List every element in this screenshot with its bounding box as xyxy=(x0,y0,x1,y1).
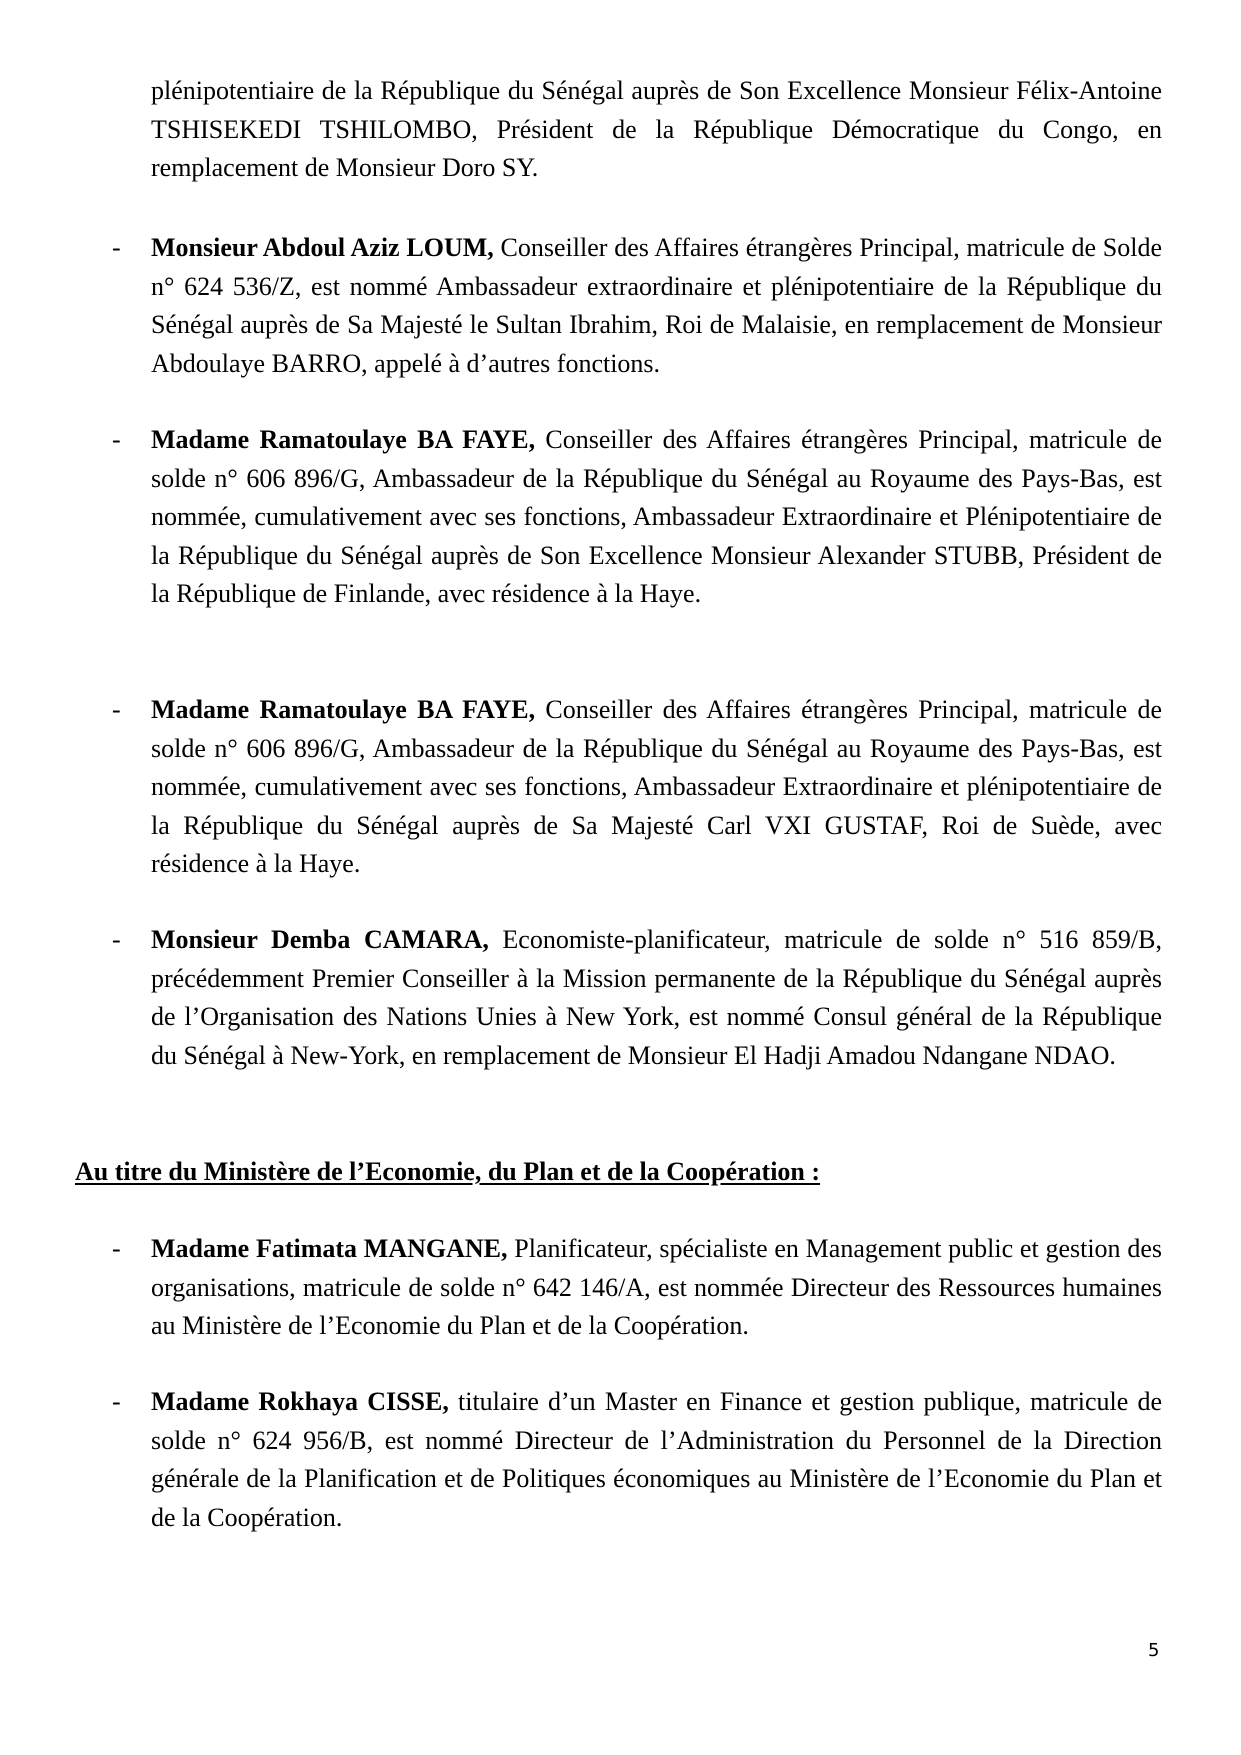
list-dash: - xyxy=(112,233,121,262)
appointment-text xyxy=(151,1230,1162,1346)
appointee-name: Madame Ramatoulaye BA FAYE, xyxy=(151,425,536,454)
appointment-text xyxy=(151,921,1162,1075)
appointment-details: titulaire d’un Master en Finance et gestion publique, matricule de solde n° 624 956/B, est nommé Directeur de l’Administration du Personnel de la Direction générale de la Planification et de Politiques économiques au Ministère de l’Economie du Plan et de la Coopération. xyxy=(151,1387,1162,1532)
appointment-text xyxy=(151,1383,1162,1537)
section-heading: Au titre du Ministère de l’Economie, du Plan et de la Coopération : xyxy=(75,1157,821,1186)
appointment-details: Conseiller des Affaires étrangères Principal, matricule de Solde n° 624 536/Z, est nommé Ambassadeur extraordinaire et plénipotentiaire de la République du Sénégal auprès de Sa Majesté le Sultan Ibrahim, Roi de Malaisie, en remplacement de Monsieur Abdoulaye BARRO, appelé à d’autres fonctions. xyxy=(151,233,1163,378)
appointment-text xyxy=(151,691,1162,884)
list-dash: - xyxy=(112,1234,121,1263)
list-dash: - xyxy=(112,925,121,954)
appointment-details: Planificateur, spécialiste en Management public et gestion des organisations, matricule de solde n° 642 146/A, est nommée Directeur des Ressources humaines au Ministère de l’Economie du Plan et de la Coopération. xyxy=(151,1234,1162,1340)
appointment-details: Economiste-planificateur, matricule de solde n° 516 859/B, précédemment Premier Conseiller à la Mission permanente de la République du Sénégal auprès de l’Organisation des Nations Unies à New York, est nommé Consul général de la République du Sénégal à New-York, en remplacement de Monsieur El Hadji Amadou Ndangane NDAO. xyxy=(151,925,1162,1070)
appointee-name: Madame Rokhaya CISSE, xyxy=(151,1387,449,1416)
page-number: 5 xyxy=(1148,1640,1160,1661)
list-dash: - xyxy=(112,1387,121,1416)
list-dash: - xyxy=(112,695,121,724)
appointee-name: Monsieur Demba CAMARA, xyxy=(151,925,489,954)
intro-paragraph: plénipotentiaire de la République du Sénégal auprès de Son Excellence Monsieur Félix-Antoine TSHISEKEDI TSHILOMBO, Président de la République Démocratique du Congo, en remplacement de Monsieur Doro SY. xyxy=(151,76,1162,182)
list-dash: - xyxy=(112,425,121,454)
appointment-text xyxy=(151,421,1162,614)
appointee-name: Monsieur Abdoul Aziz LOUM, xyxy=(151,233,494,262)
appointment-text xyxy=(151,229,1162,383)
appointment-details: Conseiller des Affaires étrangères Principal, matricule de solde n° 606 896/G, Ambassadeur de la République du Sénégal au Royaume des Pays-Bas, est nommée, cumulativement avec ses fonctions, Ambassadeur Extraordinaire et Plénipotentiaire de la République du Sénégal auprès de Son Excellence Monsieur Alexander STUBB, Président de la République de Finlande, avec résidence à la Haye. xyxy=(151,425,1162,608)
appointee-name: Madame Fatimata MANGANE, xyxy=(151,1234,508,1263)
appointment-details: Conseiller des Affaires étrangères Principal, matricule de solde n° 606 896/G, Ambassadeur de la République du Sénégal au Royaume des Pays-Bas, est nommée, cumulativement avec ses fonctions, Ambassadeur Extraordinaire et plénipotentiaire de la République du Sénégal auprès de Sa Majesté Carl VXI GUSTAF, Roi de Suède, avec résidence à la Haye. xyxy=(151,695,1162,878)
appointee-name: Madame Ramatoulaye BA FAYE, xyxy=(151,695,536,724)
